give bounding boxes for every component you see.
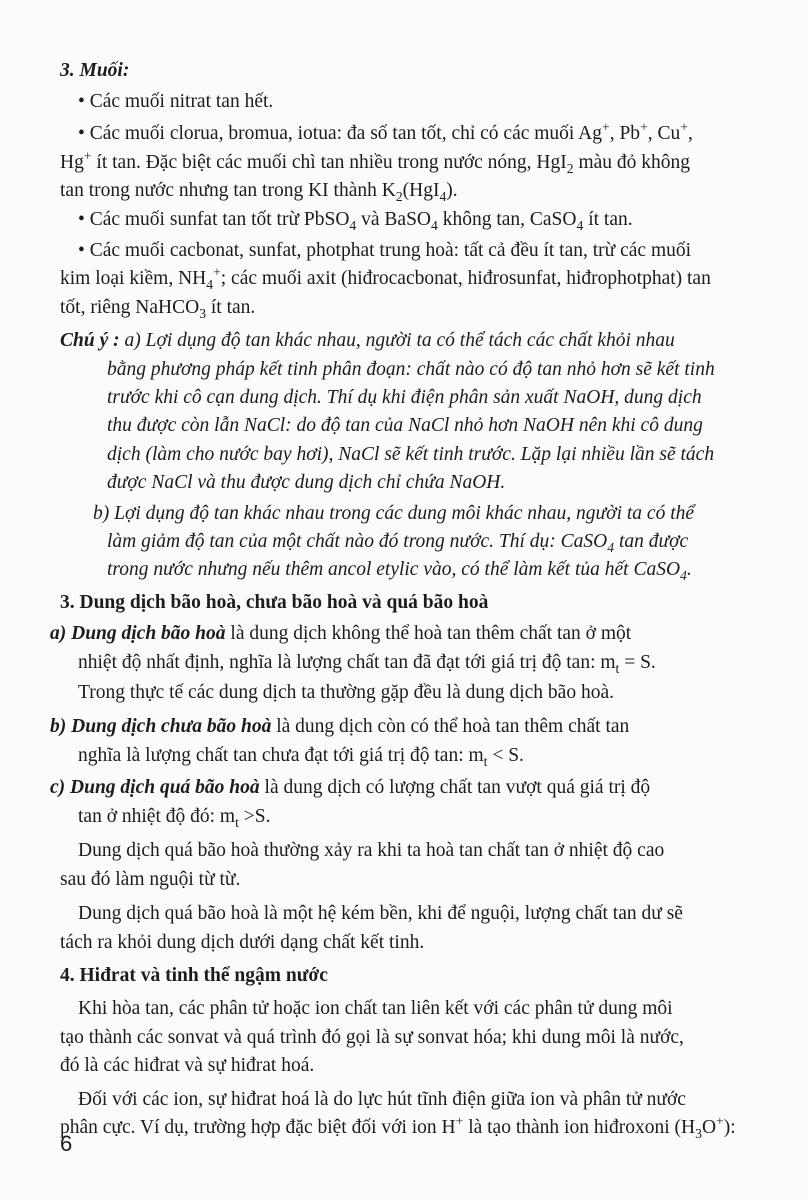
bullet-cacbonat-line3: tốt, riêng NaHCO$_3$ ít tan. bbox=[60, 297, 256, 321]
section-title-dung-dich: 3. Dung dịch bão hoà, chưa bão hoà và quá bão hoà bbox=[60, 592, 489, 613]
para-unstable-line1: Dung dịch quá bão hoà là một hệ kém bền, khi để nguội, lượng chất tan dư sẽ bbox=[78, 903, 683, 924]
note-b-line2: làm giảm độ tan của một chất nào đó trong nước. Thí dụ: CaSO$_4$ tan được bbox=[107, 531, 689, 555]
para-ion-line1: Đối với các ion, sự hiđrat hoá là do lực hút tĩnh điện giữa ion và phân tử nước bbox=[78, 1089, 686, 1110]
bullet-cacbonat-line1: • Các muối cacbonat, sunfat, photphat trung hoà: tất cả đều ít tan, trừ các muối bbox=[78, 240, 692, 261]
para-sonvat-line1: Khi hòa tan, các phân tử hoặc ion chất tan liên kết với các phân tử dung môi bbox=[78, 998, 673, 1019]
supersaturated-line2: tan ở nhiệt độ đó: $m_t >S$. bbox=[78, 806, 271, 830]
para-ion-line2: phân cực. Ví dụ, trường hợp đặc biệt đối với ion H+ là tạo thành ion hiđroxoni $(H_3O^+)$: bbox=[60, 1113, 736, 1141]
bullet-halide-line3: tan trong nước nhưng tan trong KI thành $K_2(HgI_4)$. bbox=[60, 180, 458, 204]
saturated-line2: nhiệt độ nhất định, nghĩa là lượng chất tan đã đạt tới giá trị độ tan: $m_t = S$. bbox=[78, 652, 656, 676]
bullet-halide-line1: • Các muối clorua, bromua, iotua: đa số tan tốt, chỉ có các muối Ag+, Pb+, Cu+, bbox=[78, 119, 693, 144]
note-b-line1: b) Lợi dụng độ tan khác nhau trong các dung môi khác nhau, người ta có thể bbox=[93, 503, 695, 524]
bullet-halide-line2: Hg+ ít tan. Đặc biệt các muối chì tan nhiều trong nước nóng, HgI$_2$ màu đỏ không bbox=[60, 148, 691, 176]
para-sonvat-line3: đó là các hiđrat và sự hiđrat hoá. bbox=[60, 1055, 315, 1076]
note-a-line4: thu được còn lẫn NaCl: do độ tan của NaCl nhỏ hơn NaOH nên khi cô dung bbox=[107, 415, 703, 436]
supersaturated-line1: c) Dung dịch quá bão hoà là dung dịch có lượng chất tan vượt quá giá trị độ bbox=[50, 777, 651, 798]
page-number: 6 bbox=[60, 1131, 73, 1156]
bullet-sunfat: • Các muối sunfat tan tốt trừ PbSO$_4$ và BaSO$_4$ không tan, CaSO$_4$ ít tan. bbox=[78, 209, 633, 233]
note-a-line3: trước khi cô cạn dung dịch. Thí dụ khi điện phân sản xuất NaOH, dung dịch bbox=[107, 387, 702, 408]
note-a-line5: dịch (làm cho nước bay hơi), NaCl sẽ kết tinh trước. Lặp lại nhiều lần sẽ tách bbox=[107, 444, 715, 465]
note-a-line6: được NaCl và thu được dung dịch chỉ chứa NaOH. bbox=[107, 472, 506, 493]
saturated-line3: Trong thực tế các dung dịch ta thường gặp đều là dung dịch bão hoà. bbox=[78, 682, 614, 703]
note-b-line3: trong nước nhưng nếu thêm ancol etylic vào, có thể làm kết tủa hết CaSO$_4$. bbox=[107, 559, 692, 583]
para-unstable-line2: tách ra khỏi dung dịch dưới dạng chất kết tinh. bbox=[60, 932, 425, 953]
saturated-line1: a) Dung dịch bão hoà là dung dịch không thể hoà tan thêm chất tan ở một bbox=[50, 623, 632, 644]
bullet-cacbonat-line2: kim loại kiềm, $NH_4^+$; các muối axit (hiđrocacbonat, hiđrosunfat, hiđrophotphat) tan bbox=[60, 264, 711, 292]
note-a-line1: Chú ý : a) Lợi dụng độ tan khác nhau, người ta có thể tách các chất khỏi nhau bbox=[60, 330, 675, 351]
section-title-hidrat: 4. Hiđrat và tinh thể ngậm nước bbox=[60, 965, 328, 986]
section-title-muoi: 3. Muối: bbox=[60, 60, 130, 81]
unsaturated-line2: nghĩa là lượng chất tan chưa đạt tới giá trị độ tan: $m_t < S$. bbox=[78, 745, 524, 769]
para-supersat-line1: Dung dịch quá bão hoà thường xảy ra khi ta hoà tan chất tan ở nhiệt độ cao bbox=[78, 840, 665, 861]
unsaturated-line1: b) Dung dịch chưa bão hoà là dung dịch còn có thể hoà tan thêm chất tan bbox=[50, 716, 630, 737]
para-supersat-line2: sau đó làm nguội từ từ. bbox=[60, 869, 241, 890]
bullet-nitrat: • Các muối nitrat tan hết. bbox=[78, 91, 274, 112]
note-a-line2: bằng phương pháp kết tinh phân đoạn: chất nào có độ tan nhỏ hơn sẽ kết tinh bbox=[107, 359, 715, 380]
para-sonvat-line2: tạo thành các sonvat và quá trình đó gọi là sự sonvat hóa; khi dung môi là nước, bbox=[60, 1027, 684, 1048]
